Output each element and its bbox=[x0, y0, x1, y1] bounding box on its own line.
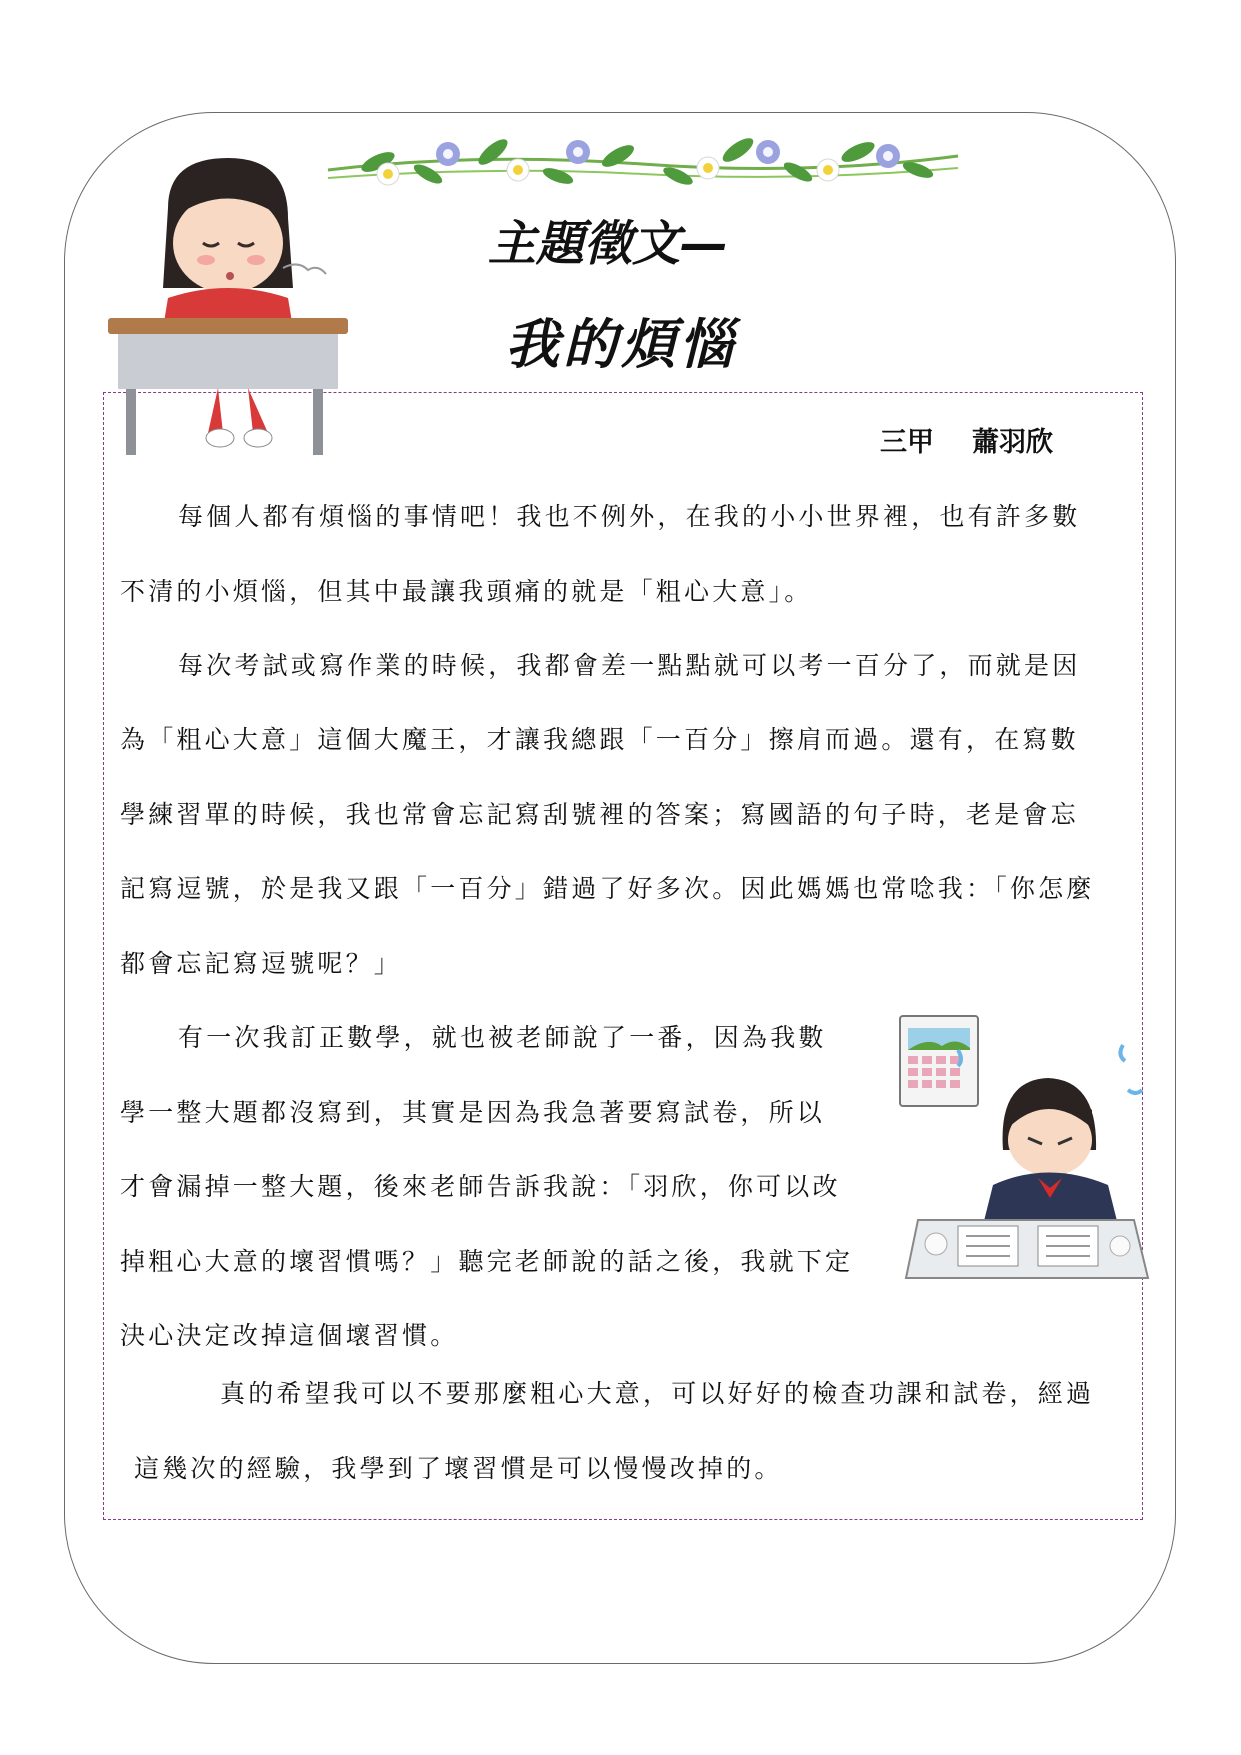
author-name: 蕭羽欣 bbox=[972, 427, 1053, 458]
essay-line: 都會忘記寫逗號呢？」 bbox=[120, 949, 403, 978]
essay-line: 每個人都有煩惱的事情吧！我也不例外，在我的小小世界裡，也有許多數 bbox=[178, 502, 1081, 531]
essay-line: 掉粗心大意的壞習慣嗎？」聽完老師說的話之後，我就下定 bbox=[120, 1247, 854, 1276]
essay-line: 學練習單的時候，我也常會忘記寫刮號裡的答案；寫國語的句子時，老是會忘 bbox=[120, 800, 1079, 829]
author-class: 三甲 bbox=[880, 427, 934, 458]
essay-line: 有一次我訂正數學，就也被老師說了一番，因為我數 bbox=[178, 1023, 827, 1052]
essay-line: 學一整大題都沒寫到，其實是因為我急著要寫試卷，所以 bbox=[120, 1098, 826, 1127]
essay-line: 這幾次的經驗，我學到了壞習慣是可以慢慢改掉的。 bbox=[134, 1454, 783, 1483]
title-line-2: 我的煩惱 bbox=[505, 313, 737, 376]
girl-doing-test-illustration bbox=[898, 1010, 1154, 1310]
essay-line: 記寫逗號，於是我又跟「一百分」錯過了好多次。因此媽媽也常唸我：「你怎麼 bbox=[120, 874, 1095, 903]
essay-line: 不清的小煩惱，但其中最讓我頭痛的就是「粗心大意」。 bbox=[120, 577, 813, 606]
essay-line: 為「粗心大意」這個大魔王，才讓我總跟「一百分」擦肩而過。還有，在寫數 bbox=[120, 725, 1079, 754]
essay-line: 才會漏掉一整大題，後來老師告訴我說：「羽欣，你可以改 bbox=[120, 1172, 841, 1201]
flower-garland-illustration bbox=[318, 112, 966, 208]
essay-line: 真的希望我可以不要那麼粗心大意，可以好好的檢查功課和試卷，經過 bbox=[220, 1379, 1095, 1408]
essay-line: 決心決定改掉這個壞習慣。 bbox=[120, 1321, 459, 1350]
author-byline bbox=[880, 420, 1053, 459]
essay-line: 每次考試或寫作業的時候，我都會差一點點就可以考一百分了，而就是因 bbox=[178, 651, 1081, 680]
title-line-1: 主題徵文— bbox=[488, 216, 729, 272]
girl-sighing-at-desk-illustration bbox=[108, 148, 368, 460]
